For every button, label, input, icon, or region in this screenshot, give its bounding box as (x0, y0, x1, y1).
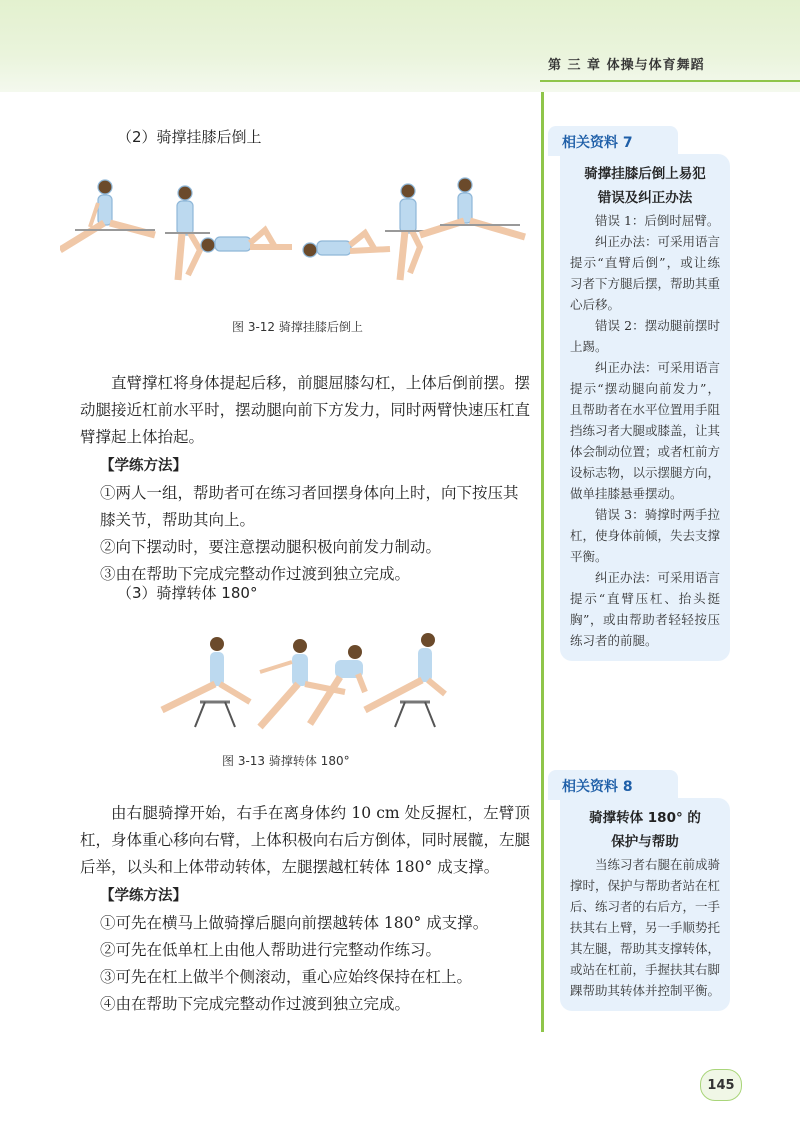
column-divider (541, 92, 544, 1032)
practice-method-title: 【学练方法】 (100, 888, 187, 904)
sidebar-paragraph: 错误 2：摆动腿前摆时上踢。 (570, 318, 720, 354)
practice-item: ③可先在杠上做半个侧滚动，重心应始终保持在杠上。 (100, 968, 473, 986)
practice-item: ①可先在横马上做骑撑后腿向前摆越转体 180° 成支撑。 (100, 914, 489, 932)
practice-item: ③由在帮助下完成完整动作过渡到独立完成。 (100, 565, 411, 583)
figure-caption-3-13: 图 3-13 骑撑转体 180° (222, 754, 350, 768)
sidebar-box-7 (560, 154, 730, 661)
practice-item: ④由在帮助下完成完整动作过渡到独立完成。 (100, 995, 411, 1013)
gymnast-figure (365, 633, 445, 710)
gymnast-figure (162, 637, 250, 710)
sidebar-title-line: 骑撑挂膝后倒上易犯 (584, 166, 706, 182)
figure-3-13-illustration (160, 632, 460, 732)
sidebar-paragraph: 错误 1：后倒时屈臂。 (595, 213, 720, 228)
sidebar-tab-8: 相关资料 8 (548, 770, 678, 800)
header-rule (540, 80, 800, 82)
gymnast-figure (165, 186, 210, 280)
sidebar-title-line: 错误及纠正办法 (597, 190, 693, 206)
gymnast-figure (60, 180, 155, 250)
practice-item: ②可先在低单杠上由他人帮助进行完整动作练习。 (100, 941, 442, 959)
sidebar-tab-7: 相关资料 7 (548, 126, 678, 156)
sidebar-paragraph: 纠正办法：可采用语言提示“直臂压杠、抬头挺胸”，或由帮助者轻轻按压练习者的前腿。 (570, 570, 721, 648)
body-paragraph: 直臂撑杠将身体提起后移，前腿屈膝勾杠，上体后倒前摆。摆动腿接近杠前水平时，摆动腿向前下方发力，同时两臂快速压杠直臂撑起上体抬起。 (80, 374, 530, 446)
gymnast-figure (303, 233, 390, 257)
section-2-body (80, 370, 530, 588)
figure-3-12-illustration (60, 175, 530, 295)
chapter-title: 第 三 章 体操与体育舞蹈 (548, 58, 705, 73)
section-heading-3: （3）骑撑转体 180° (117, 584, 258, 602)
sidebar-paragraph: 错误 3：骑撑时两手拉杠，使身体前倾，失去支撑平衡。 (570, 507, 721, 564)
sidebar-box-8 (560, 798, 730, 1011)
page-number: 145 (700, 1069, 742, 1101)
gymnast-figure (420, 178, 525, 237)
sidebar-paragraph: 当练习者右腿在前成骑撑时，保护与帮助者站在杠后、练习者的右后方，一手扶其右上臂，另一手顺势托其左腿，帮助其支撑转体，或站在杠前，手握扶其右脚踝帮助其转体并控制平衡。 (570, 857, 721, 998)
header-band (0, 0, 800, 92)
sidebar-title-line: 骑撑转体 180° 的 (589, 810, 701, 826)
sidebar-paragraph: 纠正办法：可采用语言提示“直臂后倒”，或让练习者下方腿后摆，帮助其重心后移。 (570, 234, 721, 312)
section-3-body (80, 800, 530, 1018)
practice-method-title: 【学练方法】 (100, 458, 187, 474)
practice-item: ②向下摆动时，要注意摆动腿积极向前发力制动。 (100, 538, 442, 556)
figure-caption-3-12: 图 3-12 骑撑挂膝后倒上 (232, 320, 363, 334)
gymnast-figure (201, 230, 292, 252)
section-heading-2: （2）骑撑挂膝后倒上 (117, 128, 262, 146)
body-paragraph: 由右腿骑撑开始，右手在离身体约 10 cm 处反握杠，左臂顶杠，身体重心移向右臂，上体积极向右后方倒体，同时展髋，左腿后举，以头和上体带动转体，左腿摆越杠转体 180° 成支撑。 (80, 804, 530, 876)
sidebar-paragraph: 纠正办法：可采用语言提示“摆动腿向前发力”，且帮助者在水平位置用手阻挡练习者大腿或膝盖，让其体会制动位置；或者杠前方设标志物，以示摆腿方向，做单挂膝悬垂摆动。 (570, 360, 721, 501)
sidebar-title-line: 保护与帮助 (611, 834, 679, 850)
practice-item: ①两人一组，帮助者可在练习者回摆身体向上时，向下按压其膝关节，帮助其向上。 (100, 484, 519, 529)
